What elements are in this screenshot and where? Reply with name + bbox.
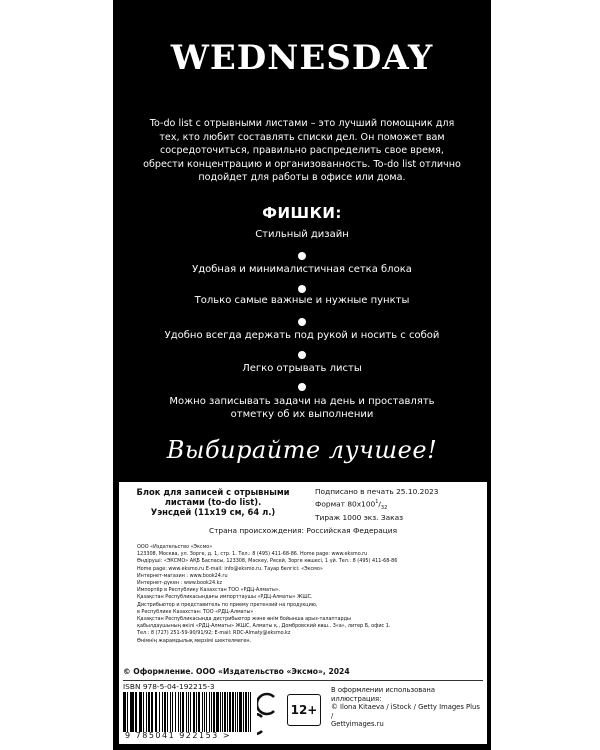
- credits-line: В оформлении использована: [331, 686, 436, 694]
- intro-line: тех, кто любит составлять списки дел. Он поможет вам: [159, 131, 445, 143]
- feature-text: Только самые важные и нужные пункты: [194, 295, 410, 306]
- barcode-bar: [167, 692, 168, 732]
- barcode-bar: [175, 692, 177, 732]
- eksmo-logo-icon: [257, 691, 279, 737]
- barcode-bar: [125, 692, 126, 732]
- legal-line: қабылдаушының өкілі «РДЦ-Алматы» ЖШС, Алматы қ., Домбровский көш., 3«а», литер Б, офис 1.: [137, 623, 391, 630]
- product-name-line: листами (to-do list).: [164, 497, 262, 507]
- legal-line: Интернет-магазин : www.book24.ru: [137, 572, 228, 579]
- barcode-bar: [143, 692, 144, 732]
- features-title: ФИШКИ:: [262, 204, 342, 222]
- print-details: [315, 487, 485, 523]
- legal-line: Интернет-дүкен : www.book24.kz: [137, 580, 223, 587]
- barcode-bar: [164, 692, 167, 732]
- imprint-panel: [119, 482, 487, 744]
- legal-line: Дистрибьютор и представитель по приему претензий на продукцию,: [137, 601, 318, 608]
- barcode-bar: [206, 692, 208, 732]
- white-dot-icon: [298, 285, 306, 293]
- publisher-legal-info: [137, 544, 482, 645]
- legal-line: Өнімнің жарамдылық мерзімі шектелмеген.: [137, 637, 252, 644]
- feature-text: Можно записывать задачи на день и проставлять: [169, 396, 435, 407]
- barcode-bar: [141, 692, 142, 732]
- barcode-bar: [211, 692, 212, 732]
- age-rating-badge: 12+: [287, 694, 321, 726]
- barcode-bar: [237, 692, 238, 732]
- barcode-bar: [188, 692, 189, 732]
- product-name-line: Уэнсдей (11х19 см, 64 л.): [150, 507, 276, 517]
- barcode-bar: [243, 692, 244, 732]
- legal-line: Қазақстан Республикасында дистрибьютор және өнім бойынша арыз-талаптарды: [137, 616, 351, 623]
- product-name: [123, 487, 303, 517]
- white-dot-icon: [298, 351, 306, 359]
- barcode-bar: [180, 692, 181, 732]
- intro-line: обрести концентрацию и организованность. To-do list отлично: [143, 158, 461, 170]
- feature-text: Легко отрывать листы: [242, 363, 362, 374]
- legal-line: Home page: www.eksmo.ru E-mail: info@eksmo.ru. Тауар белгісі: «Эксмо»: [137, 565, 323, 572]
- barcode-bar: [222, 692, 223, 732]
- barcode-bar: [198, 692, 201, 732]
- package-back-cover: [113, 0, 491, 750]
- barcode-bar: [227, 692, 228, 732]
- legal-line: Қазақстан Республикасындағы импорттаушы «РДЦ-Алматы» ЖШС.: [137, 594, 313, 601]
- barcode-digits: 9 785041 922153: [125, 731, 219, 740]
- barcode-bar: [127, 692, 128, 732]
- intro-line: сосредоточиться, правильно распределить свое время,: [160, 145, 444, 156]
- legal-line: в Республике Казахстан: ТОО «РДЦ-Алматы»: [137, 608, 254, 615]
- feature-item: [113, 362, 491, 375]
- divider: [123, 680, 483, 681]
- print-run: Тираж 1000 экз. Заказ: [315, 512, 404, 522]
- copyright-notice: © Оформление. ООО «Издательство «Эксмо», 2024: [123, 667, 350, 676]
- isbn: ISBN 978-5-04-192215-3: [123, 682, 215, 691]
- credits-line: Gettyimages.ru: [331, 720, 384, 729]
- barcode-bar: [250, 692, 251, 732]
- format-sup: 1: [375, 499, 379, 505]
- feature-item: [113, 395, 491, 421]
- barcode: [123, 692, 253, 732]
- barcode-bar: [172, 692, 174, 732]
- barcode-bar: [190, 692, 192, 732]
- barcode-bar: [229, 692, 231, 732]
- format-text: Формат 80х100: [315, 499, 376, 509]
- illustration-credits: [331, 686, 481, 729]
- barcode-bar: [196, 692, 197, 732]
- barcode-bar: [204, 692, 205, 732]
- barcode-bar: [133, 692, 134, 732]
- feature-text: Удобная и минималистичная сетка блока: [192, 264, 412, 275]
- barcode-bar: [151, 692, 153, 732]
- slogan: Выбирайте лучшее!: [166, 436, 438, 464]
- barcode-bar: [156, 692, 157, 732]
- credits-line: © Ilona Kitaeva / iStock / Getty Images Plus /: [331, 703, 480, 720]
- feature-text: отметку об их выполнении: [230, 409, 374, 420]
- product-name-line: Блок для записей с отрывными: [136, 487, 290, 497]
- barcode-bar: [148, 692, 151, 732]
- barcode-bar: [182, 692, 185, 732]
- barcode-bar: [135, 692, 137, 732]
- legal-line: ООО «Издательство «Эксмо»: [137, 544, 213, 550]
- intro-text: [119, 117, 485, 185]
- barcode-bar: [245, 692, 247, 732]
- white-dot-icon: [298, 252, 306, 260]
- feature-text: Удобно всегда держать под рукой и носить с собой: [164, 330, 440, 341]
- brand-title: WEDNESDAY: [170, 38, 434, 78]
- format-sub: 32: [380, 504, 388, 511]
- legal-line: Тел.: 8 (727) 251-59-90/91/92; E-mail: RDC-Almaty@eksmo.kz: [137, 630, 291, 637]
- credits-line: иллюстрация:: [331, 694, 382, 703]
- legal-line: Импортёр в Республику Казахстан ТОО «РДЦ-Алматы».: [137, 587, 281, 594]
- barcode-arrow: >: [222, 731, 232, 740]
- format-line: Формат $80х100^1/_{32}$: [315, 499, 388, 511]
- legal-line: Өндіруші: «ЭКСМО» АҚБ Баспасы, 123308, Мәскеу, Ресей, Зорге көшесі, 1 үй. Тел.: 8 (495) 411-68-86: [137, 558, 398, 565]
- signed-date: Подписано в печать 25.10.2023: [315, 487, 439, 496]
- intro-line: To-do list с отрывными листами – это лучший помощник для: [149, 118, 455, 129]
- white-dot-icon: [298, 383, 306, 391]
- feature-item: [113, 294, 491, 307]
- intro-line: подойдет для работы в офисе или дома.: [198, 172, 406, 183]
- legal-line: 123308, Москва, ул. Зорге, д. 1, стр. 1. Тел.: 8 (495) 411-68-86. Home page: www.eksmo.ru: [137, 551, 368, 558]
- barcode-bar: [159, 692, 161, 732]
- barcode-bar: [220, 692, 221, 732]
- feature-item: [113, 228, 491, 241]
- barcode-bar: [213, 692, 215, 732]
- feature-item: [113, 329, 491, 342]
- feature-text: Стильный дизайн: [255, 229, 349, 240]
- white-dot-icon: [298, 318, 306, 326]
- country-of-origin: Страна происхождения: Российская Федерация: [208, 526, 398, 535]
- barcode-number: [125, 732, 231, 740]
- barcode-bar: [235, 692, 236, 732]
- feature-item: [113, 263, 491, 276]
